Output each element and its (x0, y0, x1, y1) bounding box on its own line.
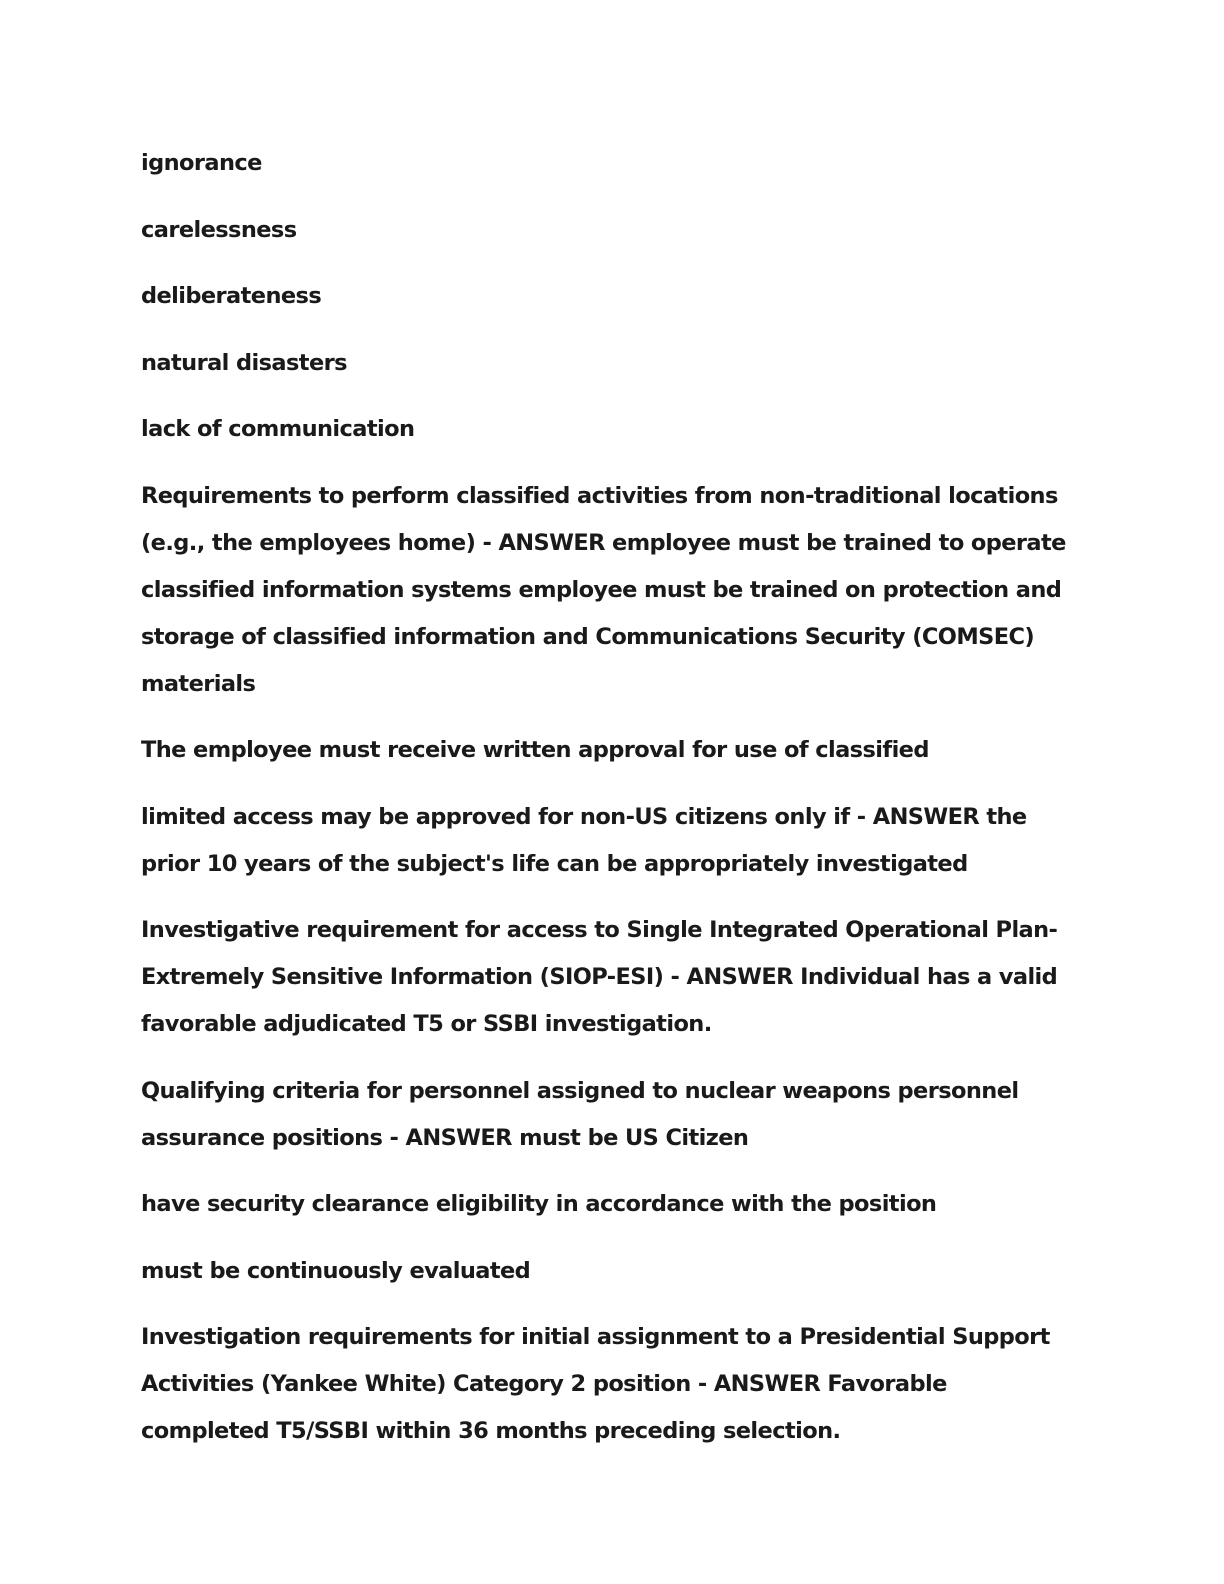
paragraph-lack-of-communication: lack of communication (141, 416, 415, 442)
paragraph-yankee-white: Investigation requirements for initial assignment to a Presidential Support Activities (Yankee White) Category 2 position - ANSWER Favorable completed T5/SSBI within 36 months preceding selection. (141, 1324, 1050, 1444)
paragraph-continuously-evaluated: must be continuously evaluated (141, 1257, 531, 1284)
paragraph-carelessness: carelessness (141, 216, 297, 243)
paragraph-natural-disasters: natural disasters (141, 349, 347, 376)
paragraph-limited-access: limited access may be approved for non-US citizens only if - ANSWER the prior 10 years of the subject's life can be appropriately investigated (141, 803, 1027, 877)
paragraph-ignorance: ignorance (141, 150, 262, 176)
paragraph-nuclear-weapons: Qualifying criteria for personnel assigned to nuclear weapons personnel assurance positions - ANSWER must be US Citizen (141, 1077, 1019, 1151)
paragraph-siop-esi: Investigative requirement for access to Single Integrated Operational Plan-Extremely Sensitive Information (SIOP-ESI) - ANSWER Individual has a valid favorable adjudicated T5 or SSBI investigation. (141, 917, 1058, 1037)
paragraph-deliberateness: deliberateness (141, 283, 322, 309)
paragraph-security-clearance: have security clearance eligibility in accordance with the position (141, 1191, 937, 1217)
paragraph-non-traditional-locations: Requirements to perform classified activities from non-traditional locations (e.g., the employees home) - ANSWER employee must be trained to operate classified information systems employee must be trained on protection and storage of classified information and Communications Security (COMSEC) materials (141, 482, 1066, 697)
paragraph-written-approval: The employee must receive written approval for use of classified (141, 737, 929, 763)
document-page (141, 140, 1066, 1475)
